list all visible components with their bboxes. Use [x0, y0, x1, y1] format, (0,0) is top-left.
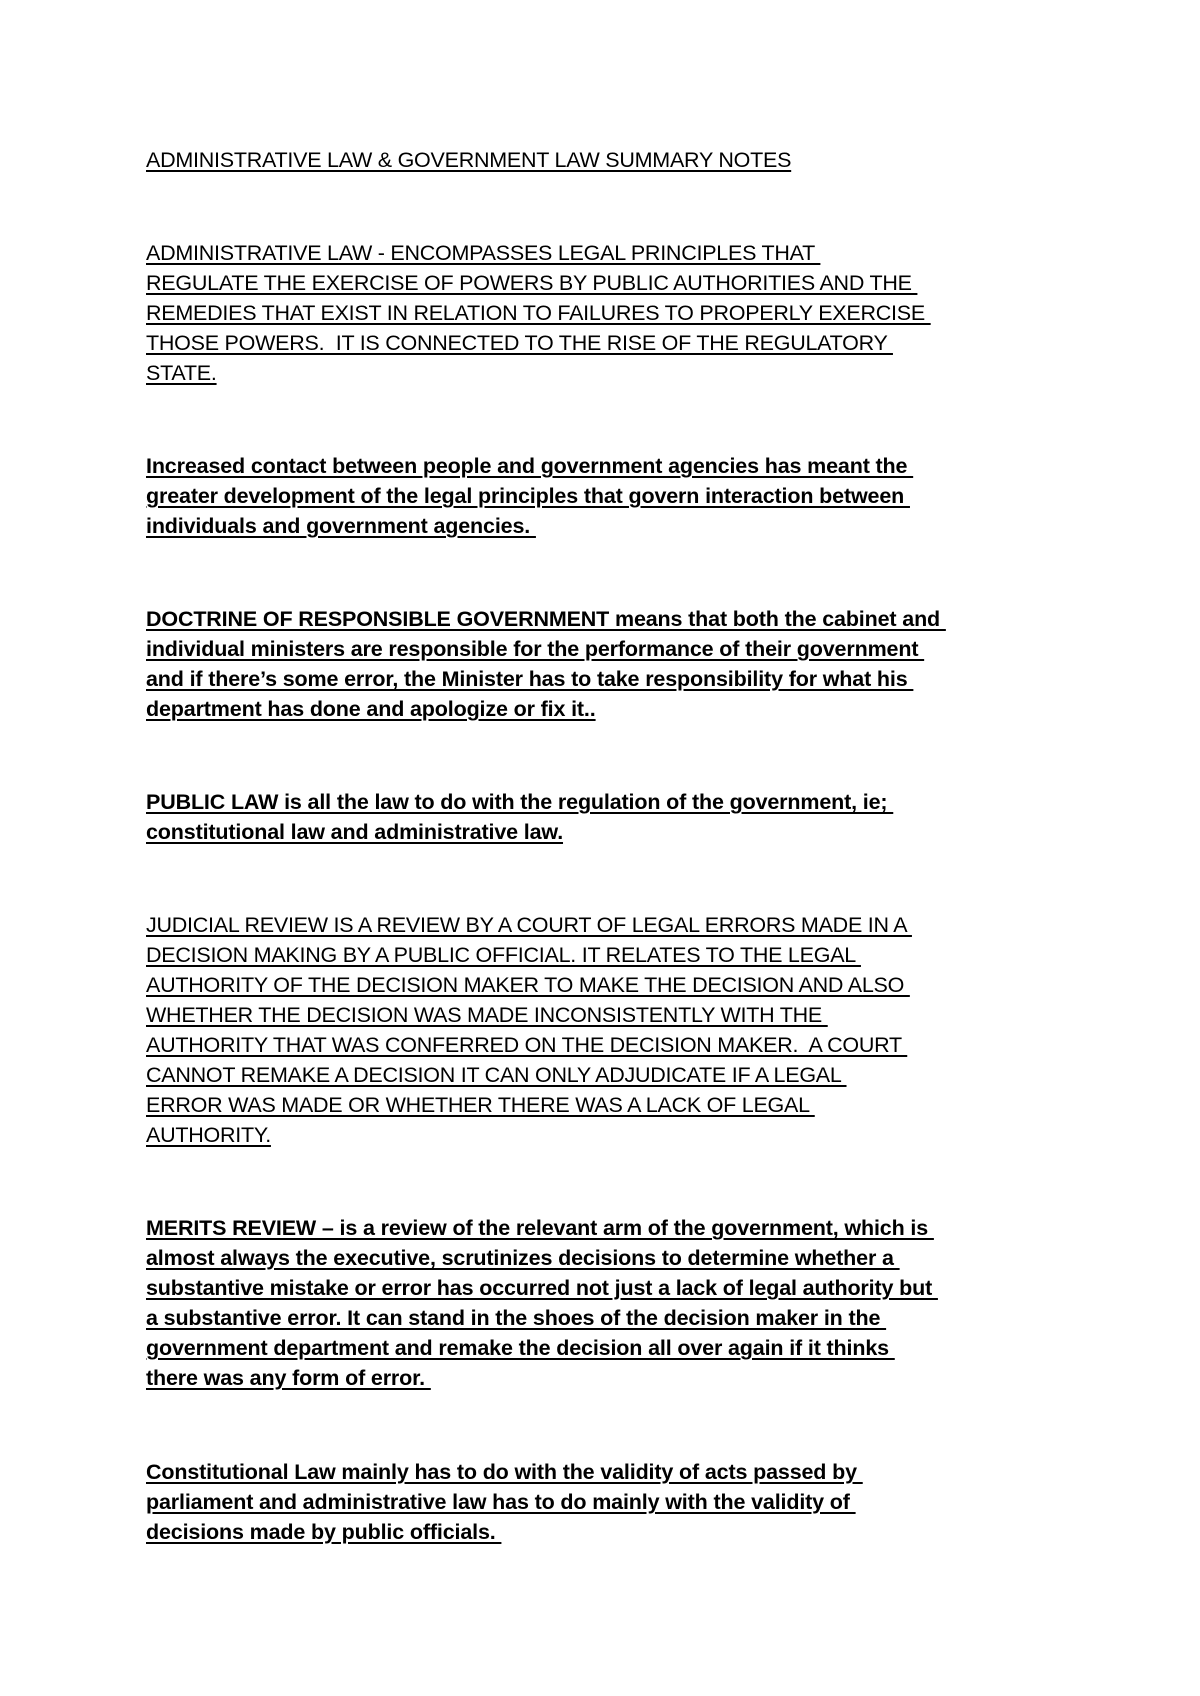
paragraph-line: ERROR WAS MADE OR WHETHER THERE WAS A LACK OF LEGAL [146, 1093, 815, 1117]
paragraph-line: and if there’s some error, the Minister has to take responsibility for what his [146, 667, 914, 691]
paragraph-line: REMEDIES THAT EXIST IN RELATION TO FAILURES TO PROPERLY EXERCISE [146, 301, 931, 325]
paragraph-line: AUTHORITY OF THE DECISION MAKER TO MAKE THE DECISION AND ALSO [146, 973, 910, 997]
paragraph-line: THOSE POWERS. IT IS CONNECTED TO THE RISE OF THE REGULATORY [146, 331, 893, 355]
document-title: ADMINISTRATIVE LAW & GOVERNMENT LAW SUMMARY NOTES [146, 148, 792, 172]
paragraph-line: JUDICIAL REVIEW IS A REVIEW BY A COURT OF LEGAL ERRORS MADE IN A [146, 913, 912, 937]
paragraph-line: STATE. [146, 361, 217, 385]
paragraph-line: CANNOT REMAKE A DECISION IT CAN ONLY ADJUDICATE IF A LEGAL [146, 1063, 847, 1087]
paragraph-line: REGULATE THE EXERCISE OF POWERS BY PUBLIC AUTHORITIES AND THE [146, 271, 918, 295]
paragraph-line: AUTHORITY THAT WAS CONFERRED ON THE DECISION MAKER. A COURT [146, 1033, 908, 1057]
paragraph-line: Increased contact between people and government agencies has meant the [146, 454, 914, 478]
paragraph-line: individuals and government agencies. [146, 514, 536, 538]
paragraph-line: decisions made by public officials. [146, 1520, 502, 1544]
paragraph-line: WHETHER THE DECISION WAS MADE INCONSISTENTLY WITH THE [146, 1003, 828, 1027]
paragraph-line: AUTHORITY. [146, 1123, 271, 1147]
paragraph-line: DOCTRINE OF RESPONSIBLE GOVERNMENT means that both the cabinet and [146, 607, 946, 631]
paragraph-line: there was any form of error. [146, 1366, 431, 1390]
paragraph-line: PUBLIC LAW is all the law to do with the regulation of the government, ie; [146, 790, 894, 814]
paragraph-line: substantive mistake or error has occurred not just a lack of legal authority but [146, 1276, 938, 1300]
paragraph-line: constitutional law and administrative law. [146, 820, 564, 844]
paragraph-line: Constitutional Law mainly has to do with the validity of acts passed by [146, 1460, 863, 1484]
paragraph-line: department has done and apologize or fix it.. [146, 697, 596, 721]
paragraph-line: a substantive error. It can stand in the shoes of the decision maker in the [146, 1306, 887, 1330]
paragraph-line: almost always the executive, scrutinizes decisions to determine whether a [146, 1246, 900, 1270]
paragraph-line: greater development of the legal principles that govern interaction between [146, 484, 910, 508]
paragraph-line: MERITS REVIEW – is a review of the relevant arm of the government, which is [146, 1216, 934, 1240]
paragraph-line: ADMINISTRATIVE LAW - ENCOMPASSES LEGAL PRINCIPLES THAT [146, 241, 821, 265]
paragraph-line: individual ministers are responsible for the performance of their government [146, 637, 925, 661]
paragraph-line: parliament and administrative law has to do mainly with the validity of [146, 1490, 856, 1514]
paragraph-line: government department and remake the decision all over again if it thinks [146, 1336, 895, 1360]
paragraph-line: DECISION MAKING BY A PUBLIC OFFICIAL. IT RELATES TO THE LEGAL [146, 943, 861, 967]
